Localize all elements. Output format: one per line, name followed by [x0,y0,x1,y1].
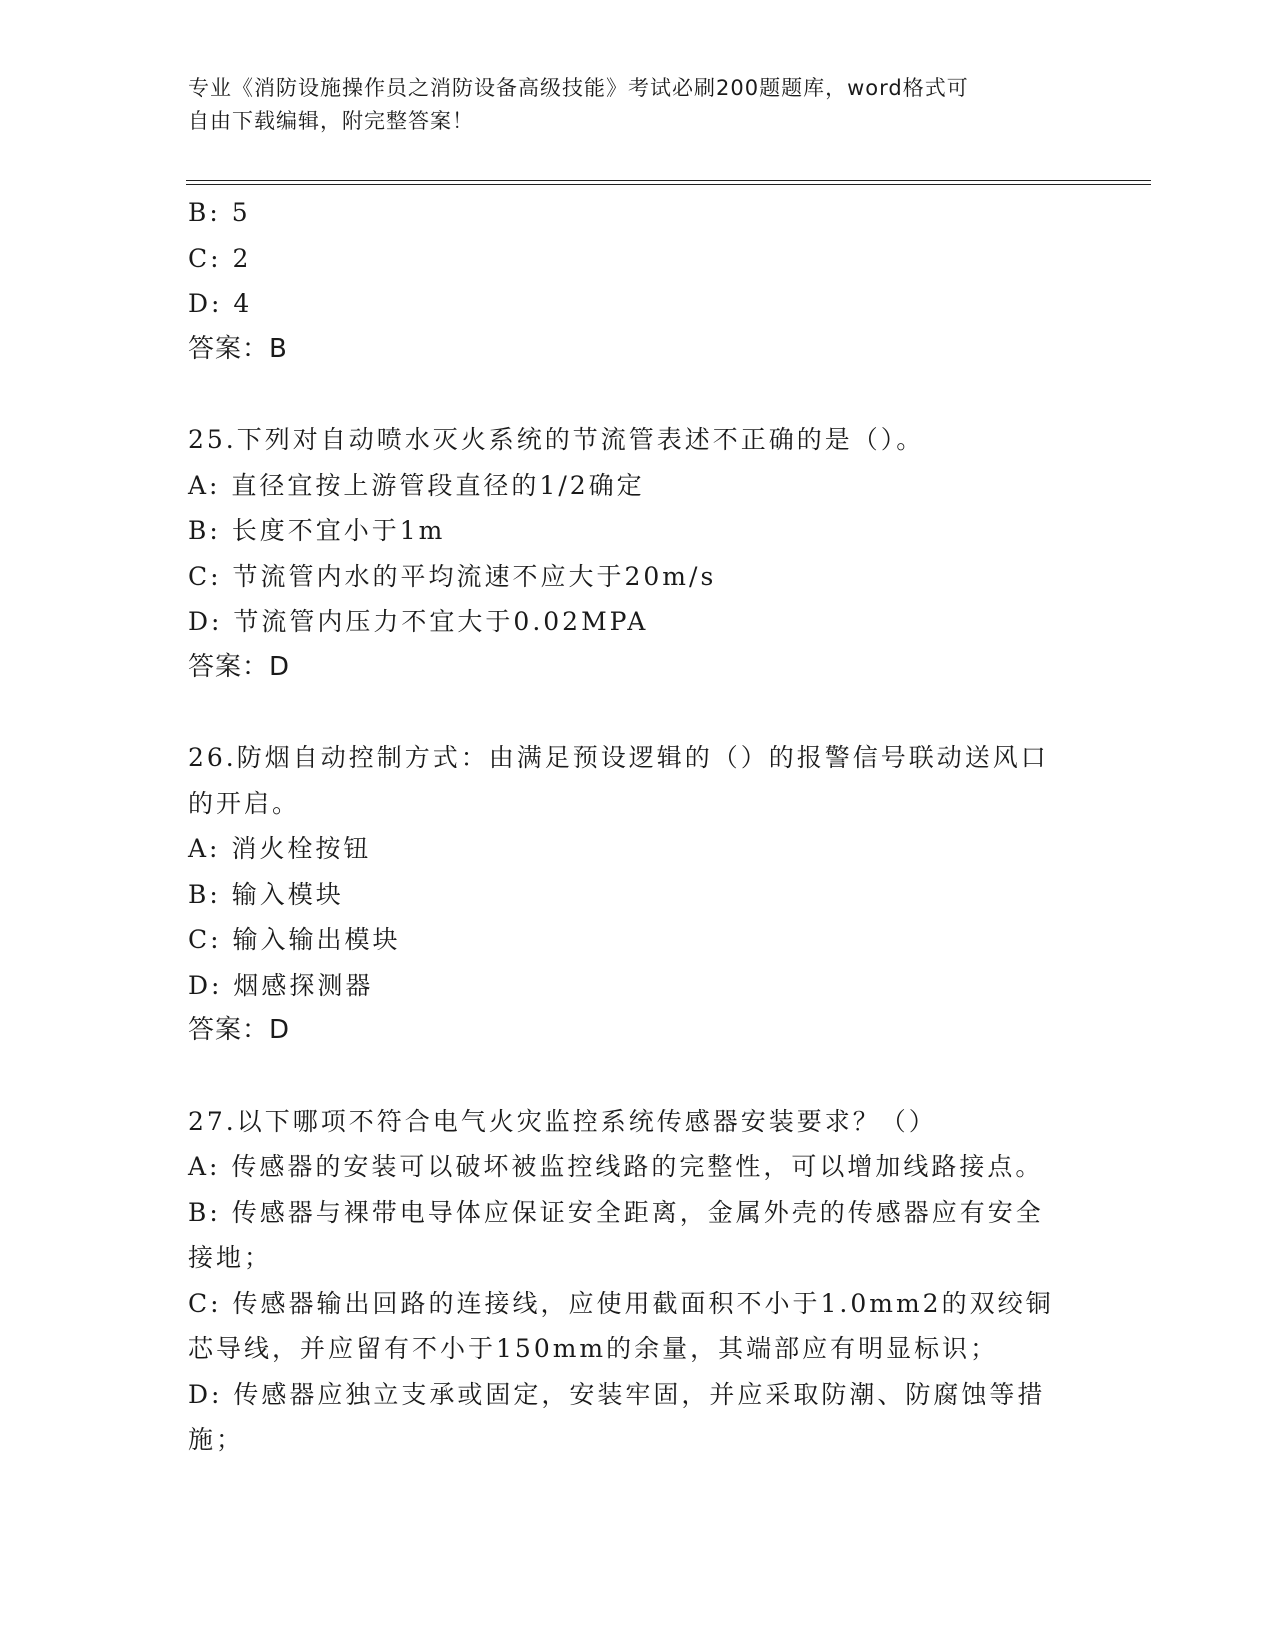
header-line-1: 专业《消防设施操作员之消防设备高级技能》考试必刷200题题库，word格式可 [188,76,969,100]
option-b: B: 输入模块 [188,879,344,909]
option-c-line-2: 芯导线，并应留有不小于150mm的余量，其端部应有明显标识； [188,1334,999,1363]
spacer [188,690,1088,735]
question-stem-line-1: 26.防烟自动控制方式：由满足预设逻辑的（）的报警信号联动送风口 [188,743,1049,772]
question-stem: 27.以下哪项不符合电气火灾监控系统传感器安装要求？（） [188,1106,937,1136]
spacer [188,372,1088,417]
question-27 [188,1099,1088,1463]
header-rule-bottom [186,184,1151,185]
answer-line: 答案：D [188,651,291,682]
option-d: D: 烟感探测器 [188,970,374,1000]
previous-question-block [188,190,1088,372]
option-a: A: 传感器的安装可以破坏被监控线路的完整性，可以增加线路接点。 [188,1152,1044,1181]
answer-line: 答案：B [188,333,288,364]
option-a: A: 直径宜按上游管段直径的1/2确定 [188,470,645,500]
answer-line: 答案：D [188,1015,291,1045]
option-b: B: 5 [188,198,251,227]
page-header [188,72,1068,138]
header-line-2: 自由下载编辑，附完整答案！ [188,109,474,133]
question-stem-line-2: 的开启。 [188,788,301,818]
question-content [188,190,1088,1463]
option-d: D: 4 [188,289,253,318]
option-c: C: 节流管内水的平均流速不应大于20m/s [188,561,717,591]
option-c-line-1: C: 传感器输出回路的连接线，应使用截面积不小于1.0mm2的双绞铜 [188,1288,1054,1318]
option-c: C: 输入输出模块 [188,925,401,954]
header-rule-top [186,180,1151,181]
option-b: B: 长度不宜小于1m [188,516,446,545]
question-25 [188,417,1088,690]
option-b-line-1: B: 传感器与裸带电导体应保证安全距离，金属外壳的传感器应有安全 [188,1197,1044,1227]
option-d: D: 节流管内压力不宜大于0.02MPA [188,607,649,636]
option-c: C: 2 [188,243,252,273]
option-b-line-2: 接地； [188,1243,273,1272]
question-stem: 25.下列对自动喷水灭火系统的节流管表述不正确的是（）。 [188,425,925,454]
question-26 [188,735,1088,1054]
spacer [188,1054,1088,1099]
option-a: A: 消火栓按钮 [188,834,372,863]
option-d-line-2: 施； [188,1425,245,1454]
option-d-line-1: D: 传感器应独立支承或固定，安装牢固，并应采取防潮、防腐蚀等措 [188,1379,1046,1409]
